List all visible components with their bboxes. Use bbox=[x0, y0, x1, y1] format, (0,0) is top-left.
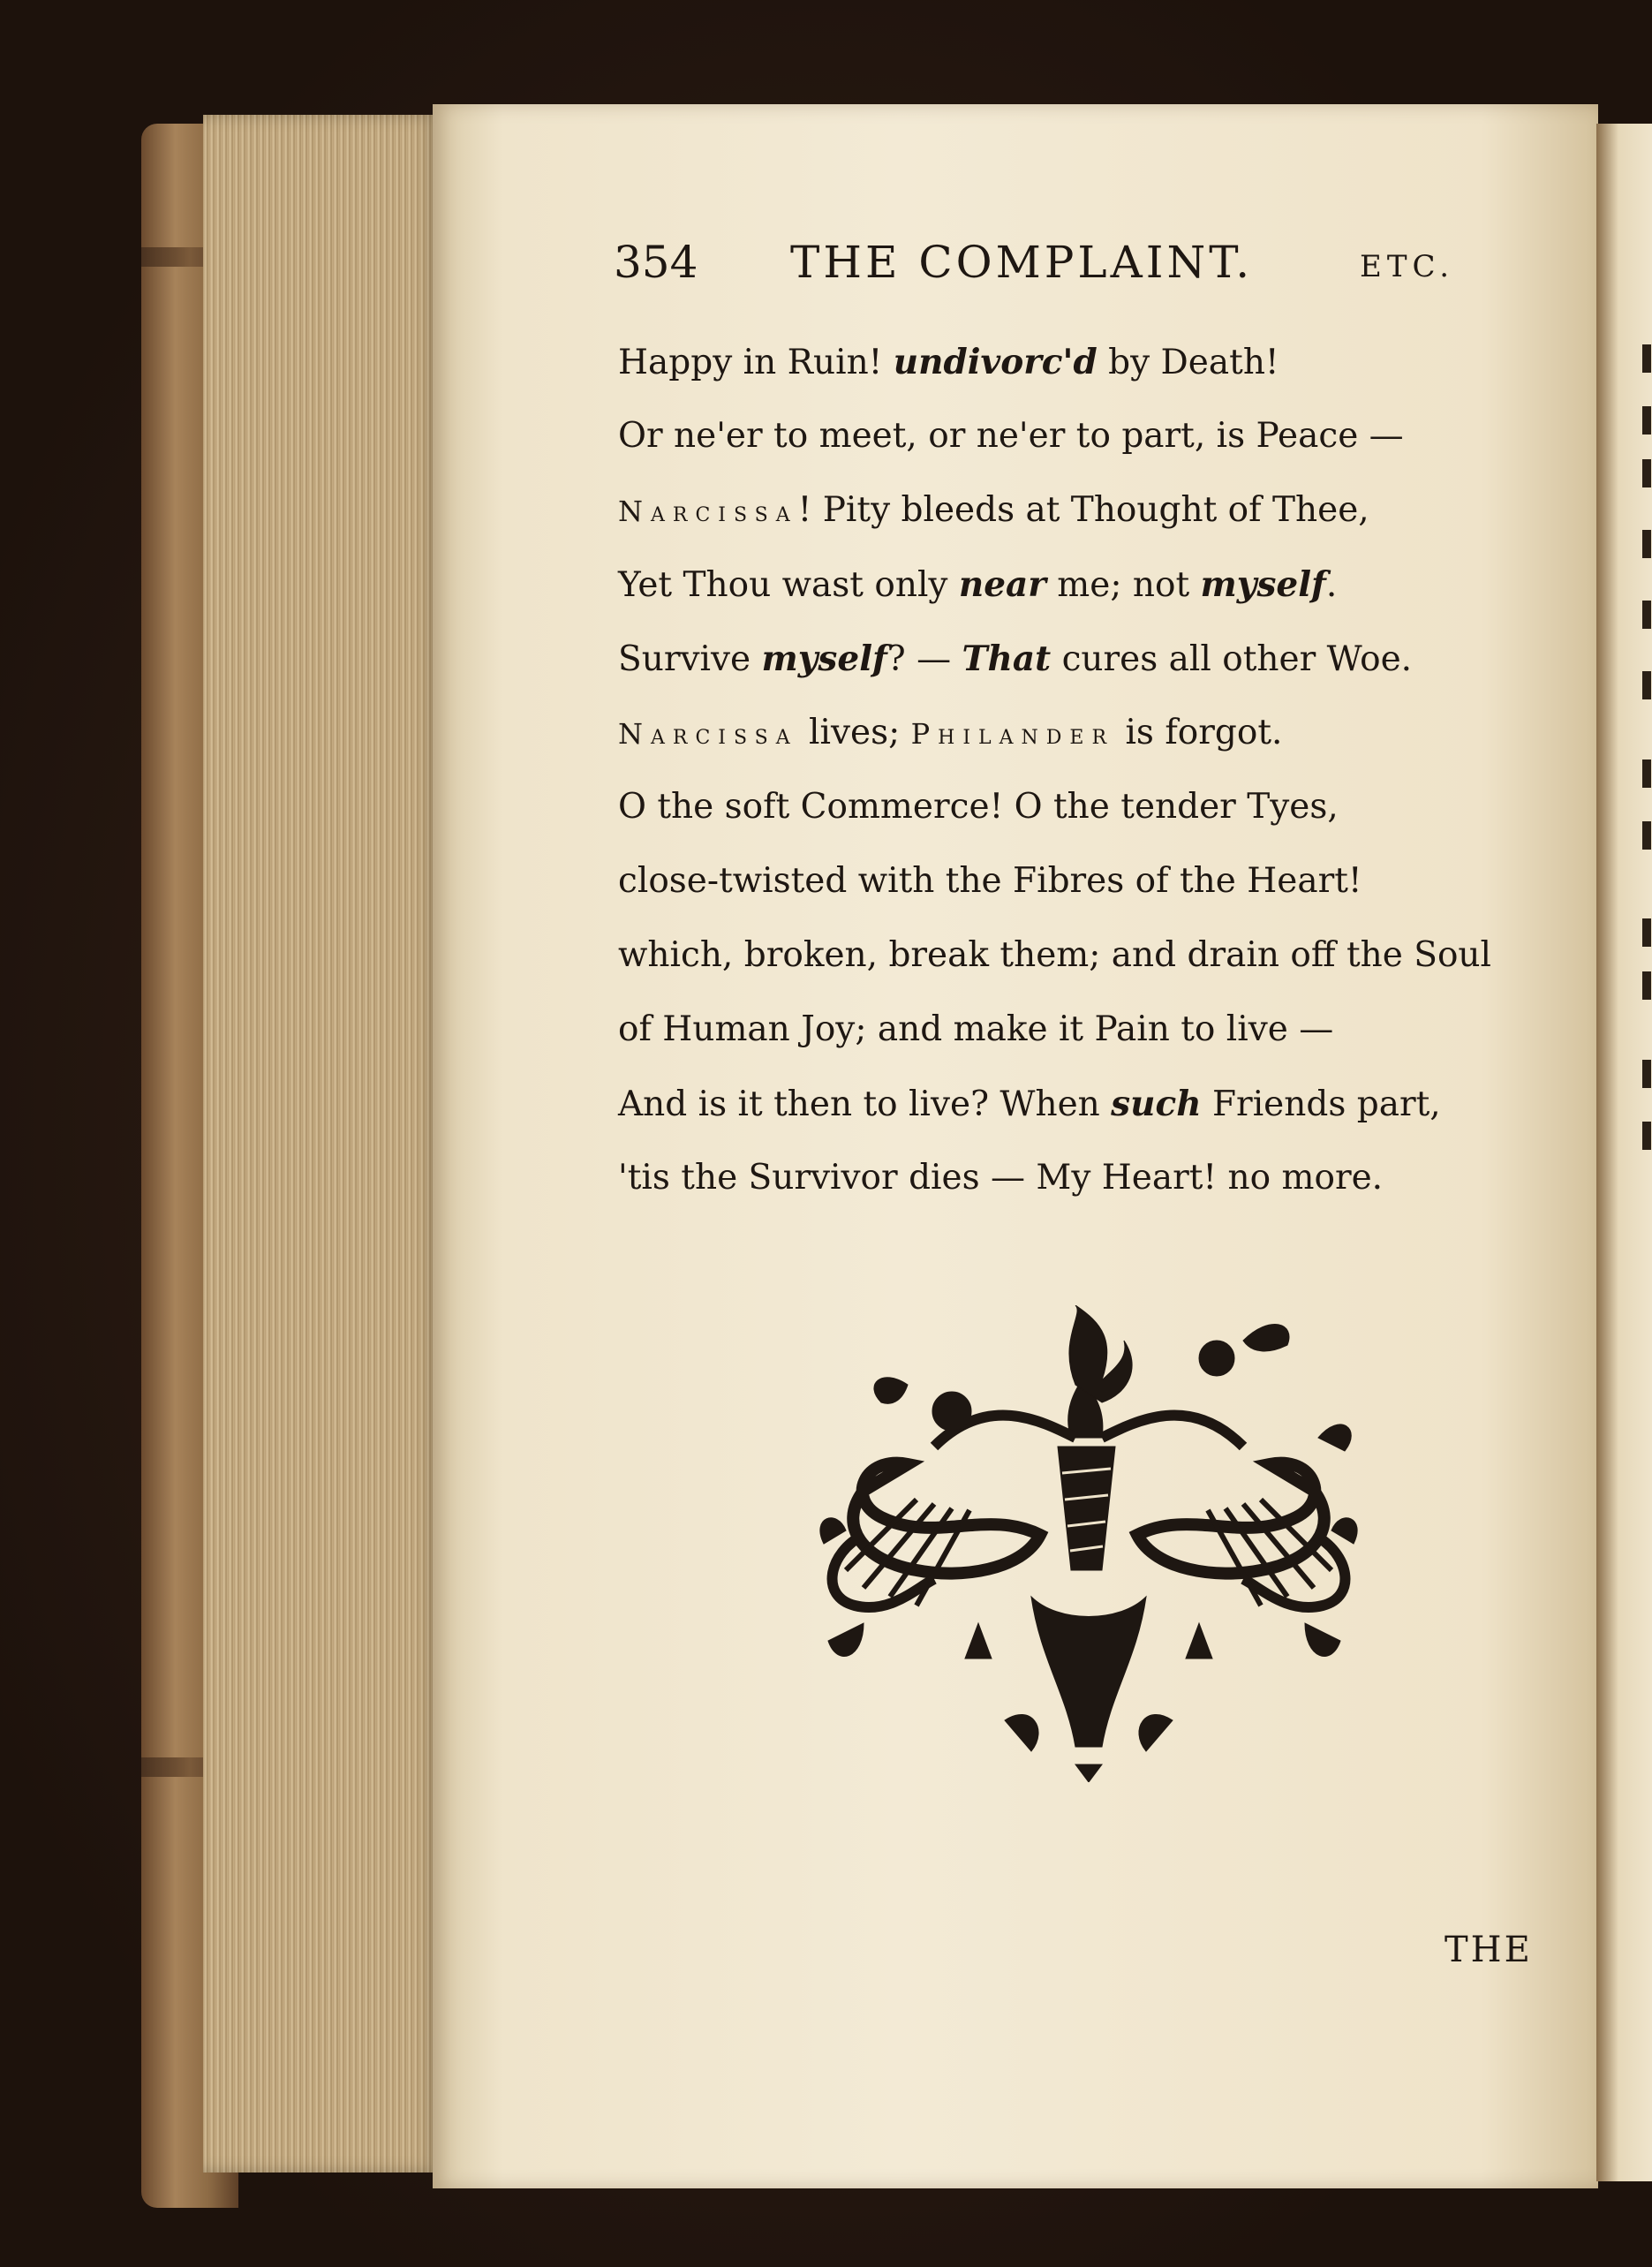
verse-line: Or ne'er to meet, or ne'er to part, is Peace — bbox=[618, 416, 1404, 456]
verse-line: Yet Thou wast only near me; not myself. bbox=[618, 564, 1338, 605]
facing-page bbox=[1596, 124, 1652, 2181]
verse-line: And is it then to live? When such Friends part, bbox=[618, 1084, 1441, 1124]
verse-line: 'tis the Survivor dies — My Heart! no more. bbox=[618, 1158, 1384, 1198]
verse-line: which, broken, break them; and drain off the Soul bbox=[618, 935, 1492, 975]
page-edges bbox=[203, 115, 441, 2173]
catchword: THE bbox=[1445, 1930, 1533, 1970]
woodcut-torch-ornament-icon bbox=[811, 1305, 1367, 1782]
page-number: 354 bbox=[614, 237, 698, 288]
verse-line: of Human Joy; and make it Pain to live — bbox=[618, 1009, 1334, 1049]
verse-line: close-twisted with the Fibres of the Heart! bbox=[618, 861, 1362, 901]
verse-block bbox=[618, 325, 1492, 1215]
running-head bbox=[614, 237, 1455, 307]
running-title: THE COMPLAINT. bbox=[790, 237, 1254, 288]
verse-line: Narcissa lives; Philander is forgot. bbox=[618, 713, 1283, 752]
verse-line: Happy in Ruin! undivorc'd by Death! bbox=[618, 342, 1279, 382]
running-title-suffix: ETC. bbox=[1360, 249, 1455, 284]
verse-line: Narcissa! Pity bleeds at Thought of Thee, bbox=[618, 490, 1369, 530]
verse-line: O the soft Commerce! O the tender Tyes, bbox=[618, 787, 1339, 827]
verse-line: Survive myself? — That cures all other Woe. bbox=[618, 639, 1413, 679]
